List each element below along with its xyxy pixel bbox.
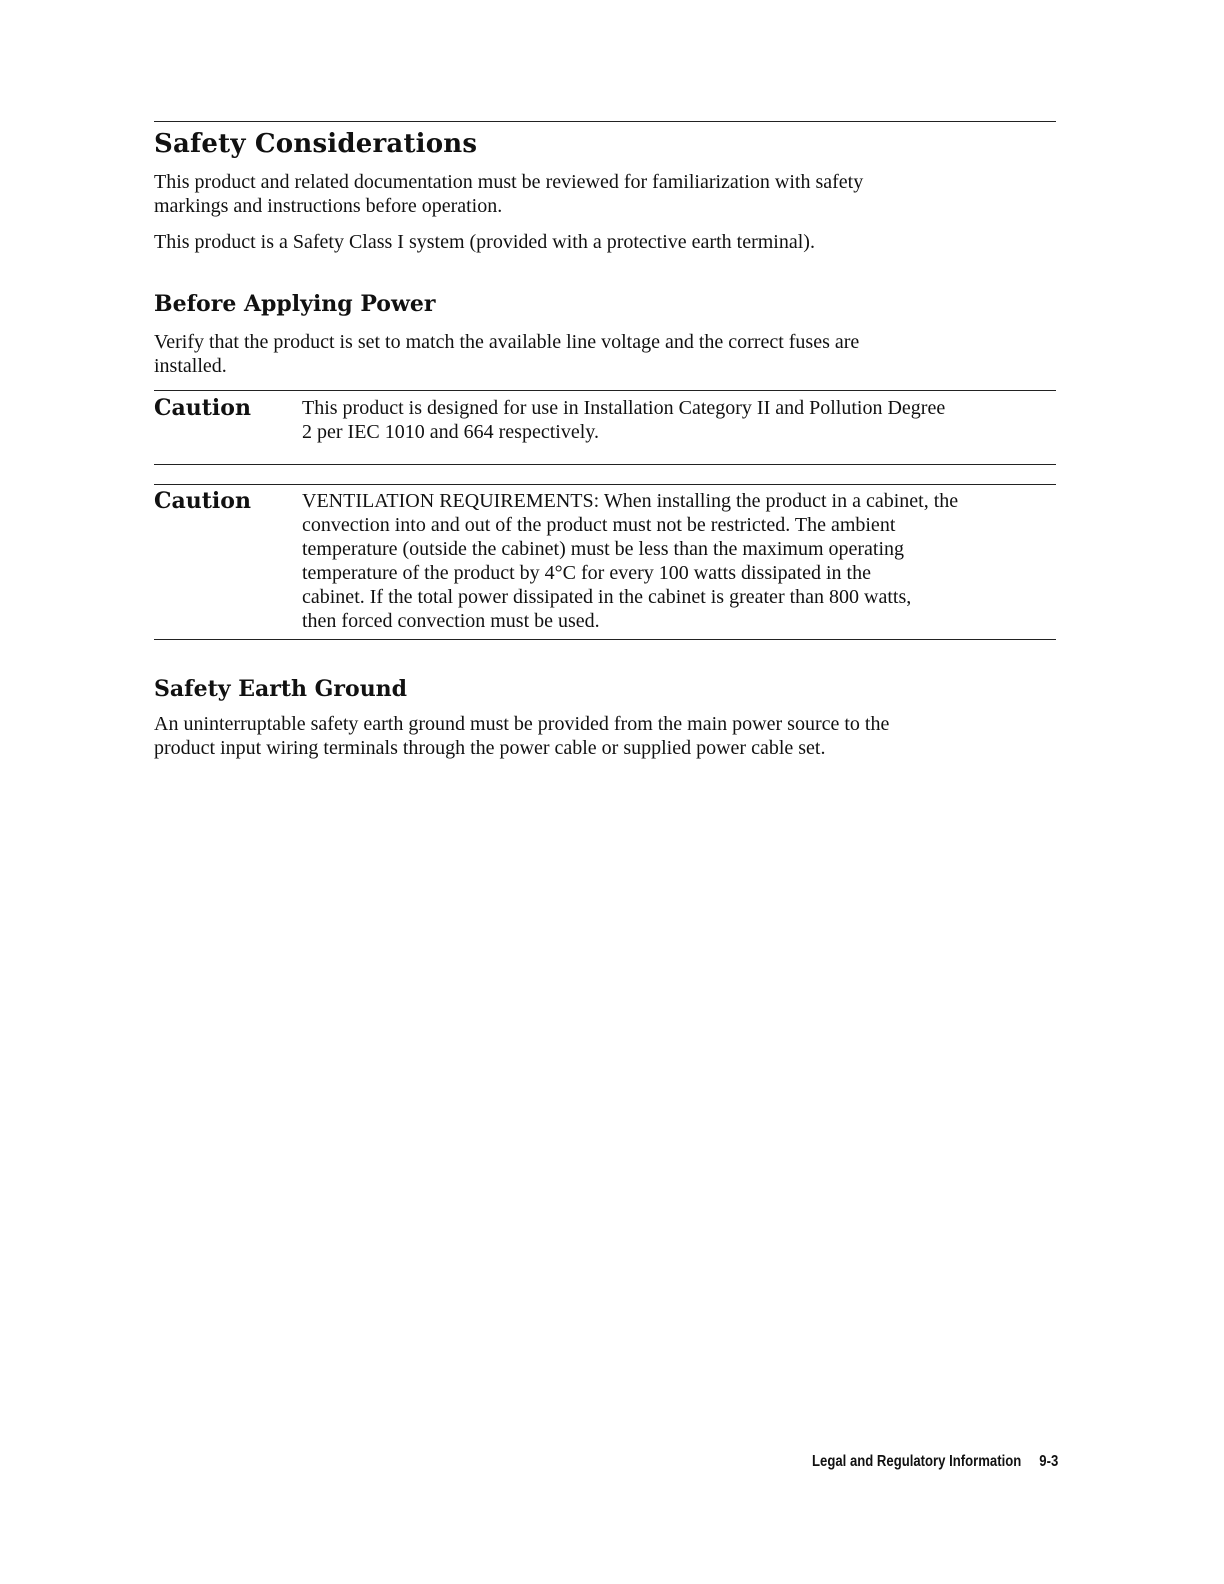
caution-line: cabinet. If the total power dissipated in the cabinet is greater than 800 watts, <box>302 586 912 608</box>
before-applying-power-heading: Before Applying Power <box>154 291 436 317</box>
safety-earth-ground-heading: Safety Earth Ground <box>154 676 408 702</box>
caution-1-bottom-rule <box>154 464 1056 465</box>
safety-considerations-paragraph-1 <box>154 170 1056 218</box>
caution-line: convection into and out of the product must not be restricted. The ambient <box>302 514 896 536</box>
caution-1-label: Caution <box>154 395 251 421</box>
caution-2-text <box>302 489 1062 633</box>
caution-line: This product is designed for use in Installation Category II and Pollution Degree <box>302 397 946 419</box>
safety-earth-ground-paragraph <box>154 712 1056 760</box>
caution-line: then forced convection must be used. <box>302 610 600 632</box>
top-rule <box>154 121 1056 122</box>
caution-line: temperature (outside the cabinet) must be less than the maximum operating <box>302 538 905 560</box>
safety-considerations-paragraph-2: This product is a Safety Class I system (provided with a protective earth terminal). <box>154 231 815 253</box>
caution-2-bottom-rule <box>154 639 1056 640</box>
caution-2-top-rule <box>154 484 1056 485</box>
caution-1-text <box>302 396 1062 444</box>
safety-considerations-heading: Safety Considerations <box>154 129 478 159</box>
paragraph-line: An uninterruptable safety earth ground must be provided from the main power source to the <box>154 713 890 735</box>
paragraph-line: product input wiring terminals through the power cable or supplied power cable set. <box>154 737 826 759</box>
caution-2-label: Caution <box>154 488 251 514</box>
before-applying-power-paragraph <box>154 330 1056 378</box>
caution-line: 2 per IEC 1010 and 664 respectively. <box>302 421 599 443</box>
page-number: 9-3 <box>1039 1453 1058 1470</box>
paragraph-line: installed. <box>154 355 227 377</box>
page-footer <box>812 1450 1058 1474</box>
paragraph-line: Verify that the product is set to match the available line voltage and the correct fuses are <box>154 331 860 353</box>
caution-line: temperature of the product by 4°C for every 100 watts dissipated in the <box>302 562 871 584</box>
document-page <box>154 0 1056 1584</box>
paragraph-line: This product and related documentation must be reviewed for familiarization with safety <box>154 171 864 193</box>
caution-line: VENTILATION REQUIREMENTS: When installing the product in a cabinet, the <box>302 490 959 512</box>
paragraph-line: markings and instructions before operation. <box>154 195 503 217</box>
footer-section-title: Legal and Regulatory Information <box>811 1453 1021 1470</box>
caution-1-top-rule <box>154 390 1056 391</box>
